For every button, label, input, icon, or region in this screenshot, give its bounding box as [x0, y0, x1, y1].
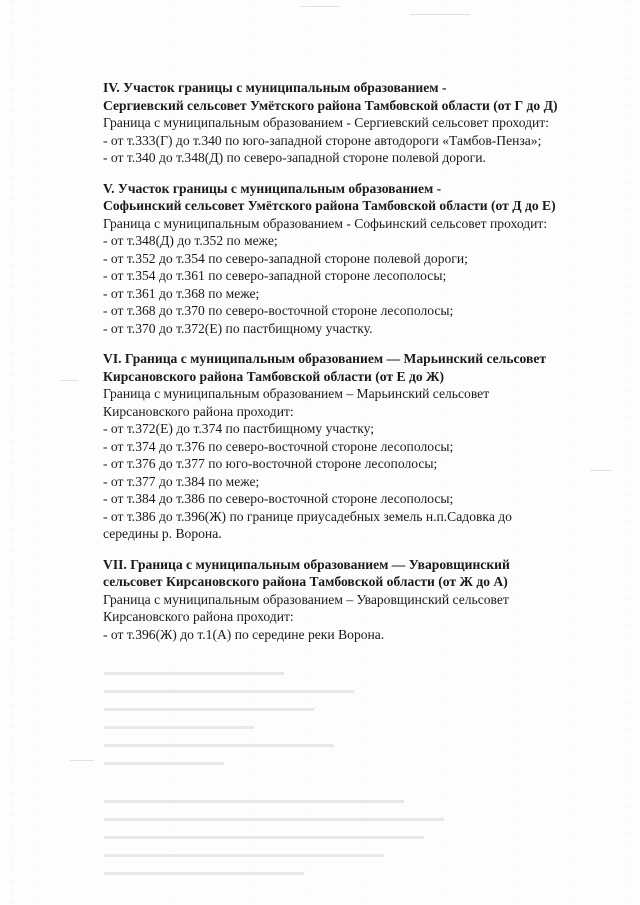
section-vii [103, 556, 623, 644]
section-body-line: - от т.354 до т.361 по северо-западной стороне лесополосы; [103, 268, 447, 283]
section-heading-line: Кирсановского района Тамбовской области (от Е до Ж) [103, 368, 444, 384]
section-heading-line: VII. Граница с муниципальным образованием — Уваровщинский [103, 556, 510, 572]
section-body-line: - от т.340 до т.348(Д) по северо-западной стороне полевой дороги. [103, 150, 486, 165]
section-body-line: - от т.333(Г) до т.340 по юго-западной стороне автодороги «Тамбов-Пенза»; [103, 132, 542, 148]
section-body-line: - от т.370 до т.372(Е) по пастбищному участку. [103, 320, 373, 336]
section-body-line: Граница с муниципальным образованием - Сергиевский сельсовет проходит: [103, 115, 550, 130]
section-heading-line: Сергиевский сельсовет Умётского района Тамбовской области (от Г до Д) [103, 97, 558, 113]
section-heading-line: VI. Граница с муниципальным образованием — Марьинский сельсовет [103, 351, 547, 366]
section-body-line: середины р. Ворона. [103, 526, 222, 541]
section-body-line: - от т.352 до т.354 по северо-западной стороне полевой дороги; [103, 250, 468, 266]
section-body-line: - от т.372(Е) до т.374 по пастбищному участку; [103, 421, 375, 436]
section-vi [103, 350, 623, 543]
section-body-line: Кирсановского района проходит: [103, 609, 294, 624]
document-body [103, 79, 623, 656]
section-iv [103, 79, 623, 167]
section-body-line: - от т.374 до т.376 по северо-восточной стороне лесополосы; [103, 438, 454, 454]
section-body-line: - от т.377 до т.384 по меже; [103, 473, 260, 489]
section-v [103, 180, 623, 338]
section-body-line: - от т.348(Д) до т.352 по меже; [103, 233, 278, 248]
section-body-line: - от т.368 до т.370 по северо-восточной стороне лесополосы; [103, 303, 454, 318]
section-heading-line: Софьинский сельсовет Умётского района Тамбовской области (от Д до Е) [103, 198, 556, 213]
section-body-line: Граница с муниципальным образованием – Уваровщинский сельсовет [103, 591, 509, 607]
section-body-line: - от т.384 до т.386 по северо-восточной стороне лесополосы; [103, 491, 454, 506]
section-body-line: Кирсановского района проходит: [103, 403, 294, 419]
section-body-line: - от т.396(Ж) до т.1(А) по середине реки Ворона. [103, 626, 385, 642]
section-body-line: Граница с муниципальным образованием - Софьинский сельсовет проходит: [103, 215, 548, 231]
section-heading-line: V. Участок границы с муниципальным образованием - [103, 180, 442, 196]
section-body-line: - от т.386 до т.396(Ж) по границе приусадебных земель н.п.Садовка до [103, 508, 512, 524]
section-body-line: Граница с муниципальным образованием – Марьинский сельсовет [103, 386, 490, 401]
section-body-line: - от т.361 до т.368 по меже; [103, 285, 260, 301]
section-heading-line: сельсовет Кирсановского района Тамбовской области (от Ж до А) [103, 574, 508, 589]
section-heading-line: IV. Участок границы с муниципальным образованием - [103, 80, 447, 95]
section-body-line: - от т.376 до т.377 по юго-восточной стороне лесополосы; [103, 456, 438, 471]
